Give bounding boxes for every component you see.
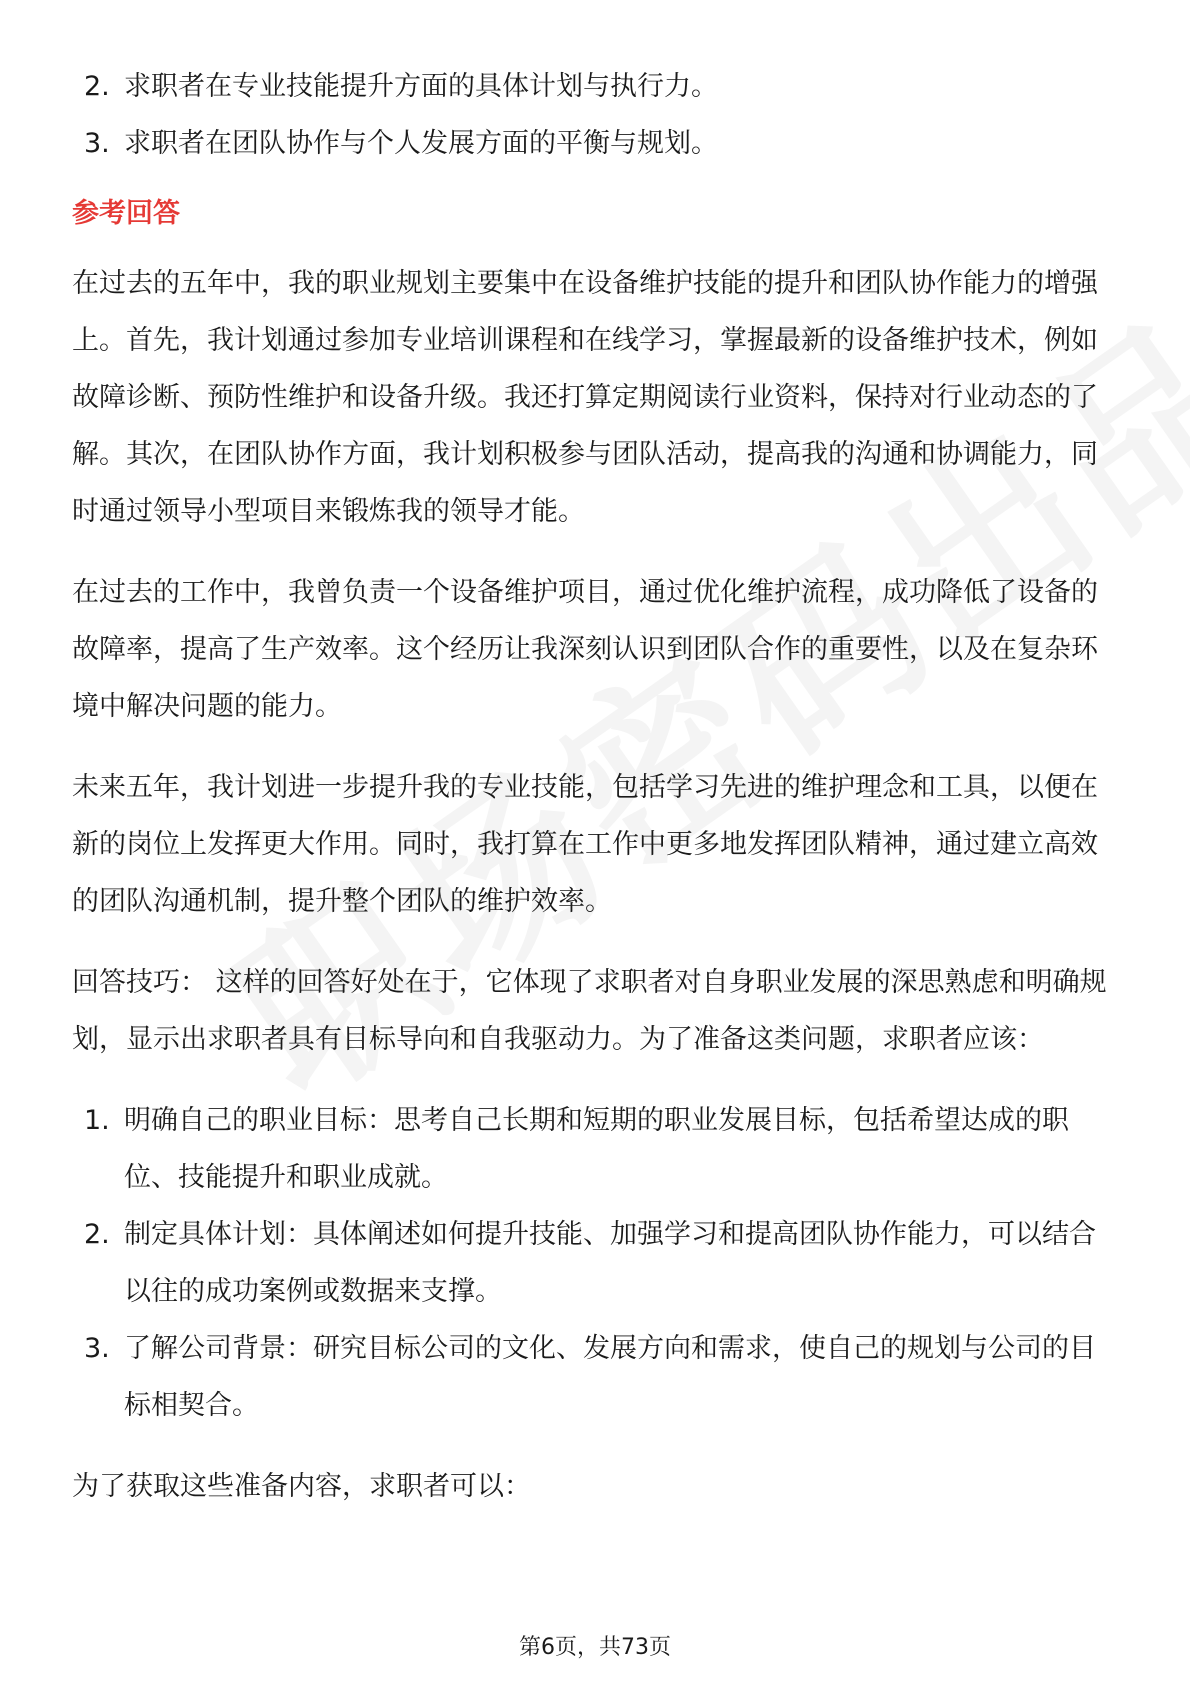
- list-item-number: 2.: [84, 71, 110, 102]
- tips-numbered-list: [72, 1092, 1122, 1434]
- tips-paragraph: 回答技巧： 这样的回答好处在于，它体现了求职者对自身职业发展的深思熟虑和明确规划，显示出求职者具有目标导向和自我驱动力。为了准备这类问题，求职者应该：: [72, 967, 1107, 1055]
- answer-paragraph: 在过去的五年中，我的职业规划主要集中在设备维护技能的提升和团队协作能力的增强上。首先，我计划通过参加专业培训课程和在线学习，掌握最新的设备维护技术，例如故障诊断、预防性维护和设备升级。我还打算定期阅读行业资料，保持对行业动态的了解。其次，在团队协作方面，我计划积极参与团队活动，提高我的沟通和协调能力，同时通过领导小型项目来锻炼我的领导才能。: [72, 268, 1098, 527]
- list-item-text: 求职者在团队协作与个人发展方面的平衡与规划。: [124, 128, 718, 159]
- list-item-number: 3.: [84, 128, 110, 159]
- list-item: [72, 1320, 1122, 1434]
- answer-paragraph: 未来五年，我计划进一步提升我的专业技能，包括学习先进的维护理念和工具，以便在新的岗位上发挥更大作用。同时，我打算在工作中更多地发挥团队精神，通过建立高效的团队沟通机制，提升整个团队的维护效率。: [72, 772, 1098, 917]
- list-item: [72, 58, 1122, 115]
- answer-paragraph: 在过去的工作中，我曾负责一个设备维护项目，通过优化维护流程，成功降低了设备的故障率，提高了生产效率。这个经历让我深刻认识到团队合作的重要性，以及在复杂环境中解决问题的能力。: [72, 577, 1098, 722]
- list-item-text: 制定具体计划：具体阐述如何提升技能、加强学习和提高团队协作能力，可以结合以往的成功案例或数据来支撑。: [124, 1219, 1096, 1307]
- page-number: 第6页，共73页: [519, 1635, 671, 1660]
- list-item: [72, 115, 1122, 172]
- list-item-number: 3.: [84, 1333, 110, 1364]
- list-item: [72, 1092, 1122, 1206]
- list-item-text: 了解公司背景：研究目标公司的文化、发展方向和需求，使自己的规划与公司的目标相契合。: [124, 1333, 1096, 1421]
- document-body: [72, 58, 1122, 1539]
- list-item: [72, 1206, 1122, 1320]
- section-title: 参考回答: [72, 198, 180, 229]
- list-item-text: 求职者在专业技能提升方面的具体计划与执行力。: [124, 71, 718, 102]
- list-item-number: 1.: [84, 1105, 110, 1136]
- list-item-text: 明确自己的职业目标：思考自己长期和短期的职业发展目标，包括希望达成的职位、技能提升和职业成就。: [124, 1105, 1069, 1193]
- top-numbered-list: [72, 58, 1122, 172]
- list-item-number: 2.: [84, 1219, 110, 1250]
- closing-paragraph: 为了获取这些准备内容，求职者可以：: [72, 1471, 531, 1502]
